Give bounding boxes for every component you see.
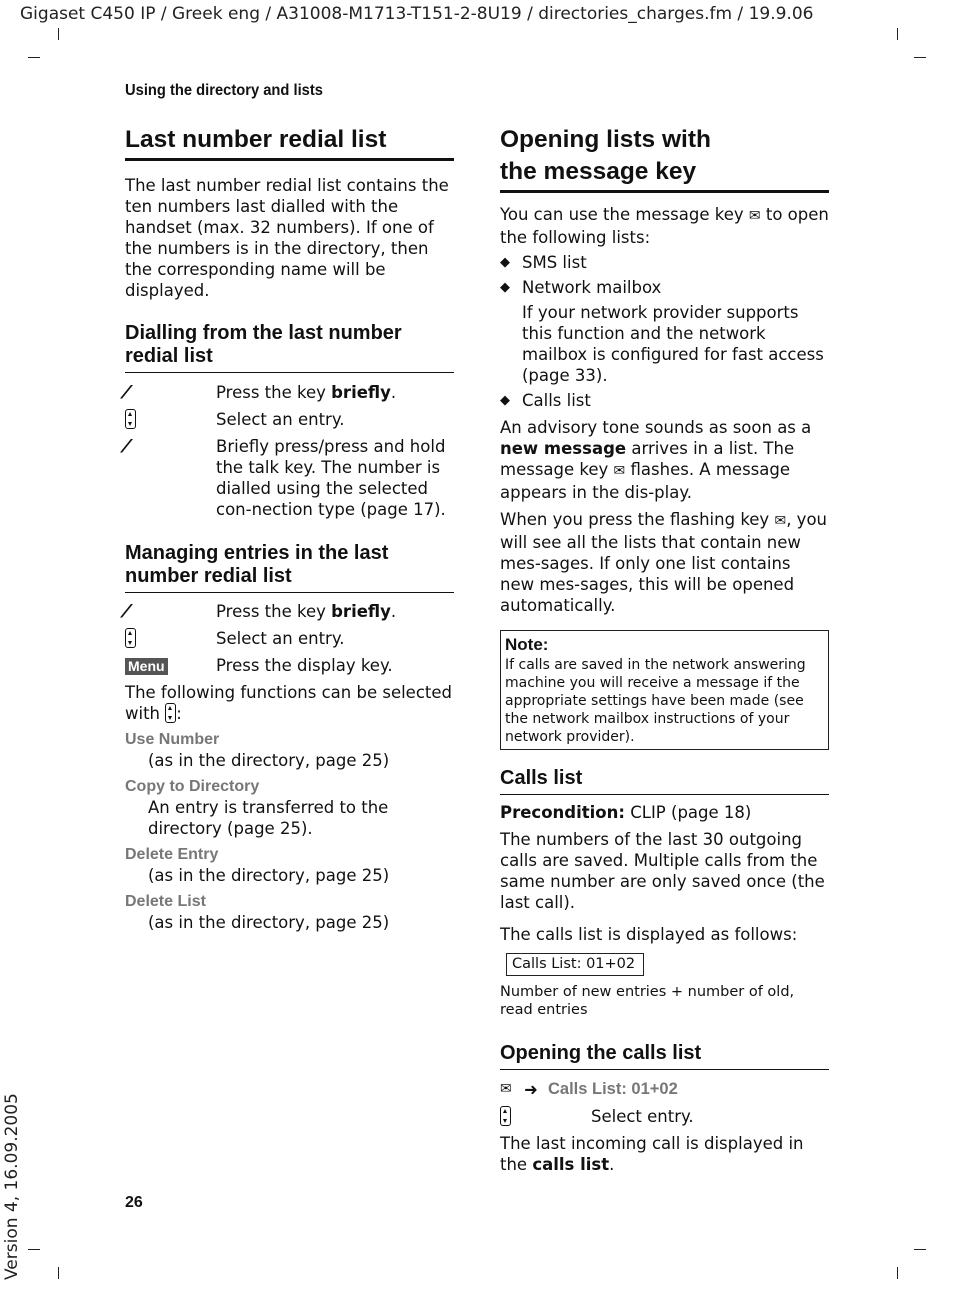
function-label: Delete Entry: [125, 846, 219, 863]
list-item: [500, 277, 829, 298]
list-item: [500, 390, 829, 411]
function-label: Use Number: [125, 731, 220, 748]
list-item: [500, 252, 829, 273]
step-row: [125, 436, 454, 520]
last-call-text-end: .: [609, 1155, 615, 1174]
functions-intro: [125, 682, 454, 724]
intro-paragraph: [500, 204, 829, 248]
function-label: Delete List: [125, 893, 206, 910]
crop-mark: [897, 28, 898, 40]
dialling-steps: [125, 382, 454, 520]
talk-key-icon: ⁄: [125, 382, 129, 403]
advisory-paragraph: [500, 417, 829, 503]
step-text: Press the key: [216, 602, 332, 621]
flashing-text: When you press the flashing key: [500, 510, 770, 529]
function-item: [125, 777, 454, 839]
step-text: Press the key: [216, 383, 332, 402]
intro-text-end: to open the following lists:: [500, 205, 829, 247]
menu-display-key: Menu: [125, 658, 168, 675]
crop-mark: [58, 28, 59, 40]
step-row: [125, 382, 454, 403]
envelope-icon: ✉: [748, 208, 761, 224]
function-description: (as in the directory, page 25): [148, 751, 390, 770]
intro-paragraph: The last number redial list contains the ten numbers last dialled with the handset (max. 32 numbers). If one of the numbers is in the directory, then the corresponding name will be displayed.: [125, 176, 449, 300]
function-description: (as in the directory, page 25): [148, 913, 390, 932]
section-title: Last number redial list: [125, 124, 454, 161]
advisory-text-mid: arrives in a list. The message key: [500, 439, 795, 479]
right-column: [500, 124, 829, 1175]
function-item: [125, 845, 454, 886]
subsection-heading: Dialling from the last number redial list: [125, 322, 454, 373]
document-header: Gigaset C450 IP / Greek eng / A31008-M1713-T151-2-8U19 / directories_charges.fm / 19.9.06: [20, 4, 814, 24]
note-box: [500, 630, 829, 750]
step-text: Select an entry.: [216, 629, 345, 648]
step-bold: briefly: [331, 383, 391, 402]
display-wrapper: [506, 953, 829, 976]
page-number: 26: [125, 1194, 143, 1211]
advisory-text-end: flashes. A message appears in the dis-play.: [500, 460, 790, 502]
crop-mark: [914, 57, 926, 58]
diamond-bullet-icon: ◆: [500, 255, 510, 270]
last-call-bold: calls list: [532, 1155, 610, 1174]
step-text: Select an entry.: [216, 410, 345, 429]
calls-display-intro: The calls list is displayed as follows:: [500, 925, 798, 944]
diamond-bullet-icon: ◆: [500, 280, 510, 295]
list-item-label: Network mailbox: [522, 278, 662, 297]
handset-display: Calls List: 01+02: [506, 953, 644, 976]
list-item-label: Calls list: [522, 391, 591, 410]
functions-intro-text: The following functions can be selected with: [125, 683, 453, 723]
calls-paragraph: The numbers of the last 30 outgoing calls are saved. Multiple calls from the same number are only saved once (the last call).: [500, 830, 825, 912]
flashing-paragraph: [500, 509, 829, 616]
subsection-heading: Opening the calls list: [500, 1042, 829, 1070]
subsection-heading: Calls list: [500, 767, 829, 795]
step-row: [500, 1106, 829, 1127]
step-row: [125, 628, 454, 649]
advisory-text: An advisory tone sounds as soon as a: [500, 418, 812, 437]
function-description: An entry is transferred to the directory (page 25).: [148, 798, 389, 838]
navigation-key-icon: [125, 409, 136, 429]
intro-text: You can use the message key: [500, 205, 744, 224]
functions-list: [125, 730, 454, 933]
navigation-key-icon: [500, 1106, 511, 1126]
step-row: [125, 409, 454, 430]
step-row: [125, 655, 454, 676]
note-title: Note:: [505, 635, 549, 654]
step-text: Press the display key.: [216, 656, 393, 675]
crop-mark: [914, 1249, 926, 1250]
step-bold: briefly: [331, 602, 391, 621]
function-label: Copy to Directory: [125, 778, 260, 795]
envelope-icon: ✉: [500, 1081, 512, 1097]
function-description: (as in the directory, page 25): [148, 866, 390, 885]
step-text: Select entry.: [591, 1107, 694, 1126]
running-title: Using the directory and lists: [125, 82, 323, 99]
section-title: Opening lists with the message key: [500, 124, 829, 193]
last-call-text: The last incoming call is displayed in the: [500, 1134, 804, 1174]
last-call-paragraph: [500, 1133, 829, 1175]
diamond-bullet-icon: ◆: [500, 393, 510, 408]
list-item-detail: If your network provider supports this function and the network mailbox is configured for fast access (page 33).: [522, 303, 824, 385]
version-stamp: Version 4, 16.09.2005: [2, 1093, 22, 1280]
crop-mark: [28, 57, 40, 58]
talk-key-icon: ⁄: [125, 436, 129, 457]
advisory-bold: new message: [500, 439, 627, 458]
function-item: [125, 730, 454, 771]
right-arrow-icon: ➜: [524, 1080, 538, 1099]
precondition: [500, 802, 829, 823]
envelope-icon: ✉: [774, 513, 787, 529]
navigation-key-icon: [165, 703, 176, 723]
left-column: [125, 124, 454, 933]
display-menu-path: Calls List: 01+02: [548, 1080, 678, 1098]
navigation-key-icon: [125, 628, 136, 648]
precondition-text: CLIP (page 18): [624, 803, 752, 822]
menu-path: [500, 1079, 829, 1100]
managing-steps: [125, 601, 454, 676]
step-text: Briefly press/press and hold the talk key. The number is dialled using the selected con-nection type (page 17).: [216, 437, 446, 519]
talk-key-icon: ⁄: [125, 601, 129, 622]
step-text-end: .: [390, 602, 397, 621]
precondition-label: Precondition:: [500, 803, 625, 822]
step-text-end: .: [390, 383, 397, 402]
list-item-label: SMS list: [522, 253, 587, 272]
function-item: [125, 892, 454, 933]
envelope-icon: ✉: [613, 463, 626, 479]
crop-mark: [28, 1249, 40, 1250]
crop-mark: [897, 1267, 898, 1279]
crop-mark: [58, 1267, 59, 1279]
note-text: If calls are saved in the network answering machine you will receive a message if the appropriate settings have been made (see the network mailbox instructions of your network provider).: [505, 657, 806, 745]
message-lists: [500, 252, 829, 411]
step-row: [125, 601, 454, 622]
subsection-heading: Managing entries in the last number redial list: [125, 542, 454, 593]
functions-intro-colon: :: [176, 704, 182, 723]
display-caption: Number of new entries + number of old, read entries: [500, 984, 795, 1018]
flashing-text-end: , you will see all the lists that contain new mes-sages. If only one list contains new mes-sages, this will be opened automatically.: [500, 510, 827, 615]
